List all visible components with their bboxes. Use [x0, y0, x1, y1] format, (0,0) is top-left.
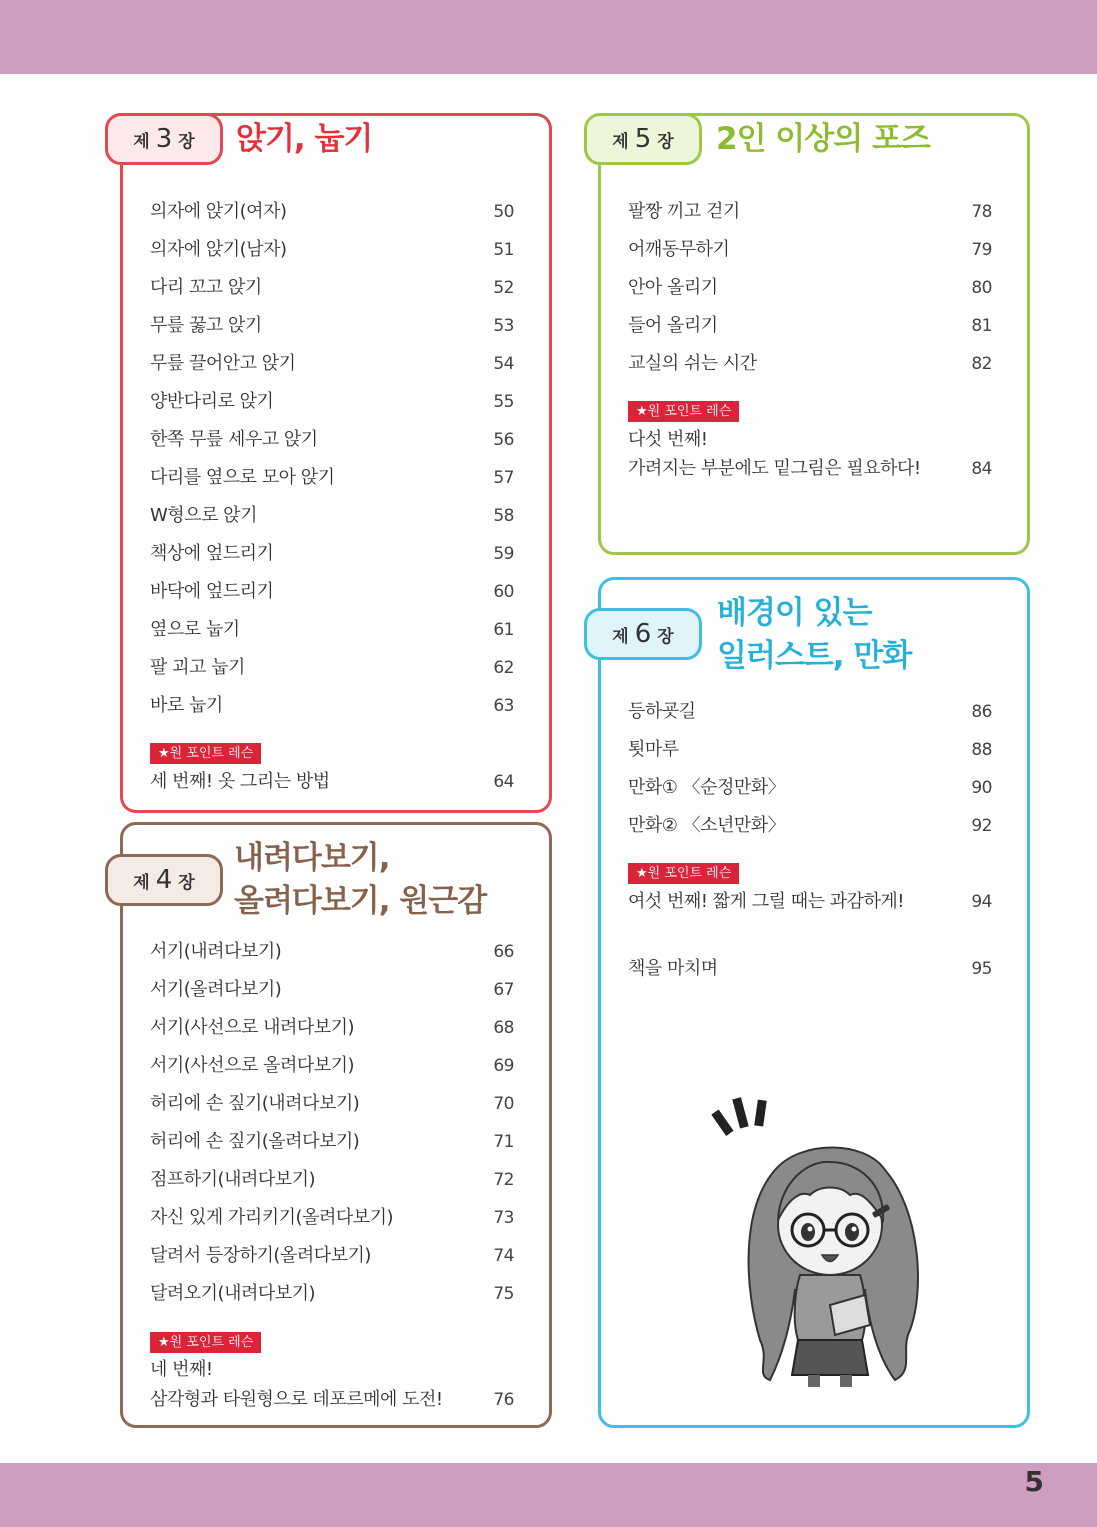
- bottom-color-band: [0, 1463, 1097, 1527]
- chapter-3-title: 앉기, 눕기: [236, 121, 373, 157]
- chapter-5-badge: 제 5 장: [584, 113, 702, 165]
- one-point-lesson-tag: ★원 포인트 레슨: [628, 401, 739, 422]
- chapter-4-title-line1: 내려다보기,: [234, 840, 390, 876]
- chapter-3-badge: 제 3 장: [105, 113, 223, 165]
- chapter-6-badge: 제 6 장: [584, 608, 702, 660]
- chapter-5-title: 2인 이상의 포즈: [716, 121, 930, 157]
- one-point-lesson-tag: ★원 포인트 레슨: [628, 863, 739, 884]
- one-point-lesson-tag: ★원 포인트 레슨: [150, 1332, 261, 1353]
- chapter-6-title-line2: 일러스트, 만화: [717, 638, 912, 674]
- mascot-girl-illustration: [700, 1090, 960, 1390]
- chapter-4-badge: 제 4 장: [105, 854, 223, 906]
- page-number: 5: [1024, 1465, 1043, 1498]
- chapter-6-title-line1: 배경이 있는: [717, 595, 872, 631]
- top-color-band: [0, 0, 1097, 74]
- one-point-lesson-tag: ★원 포인트 레슨: [150, 743, 261, 764]
- chapter-4-title-line2: 올려다보기, 원근감: [234, 883, 487, 919]
